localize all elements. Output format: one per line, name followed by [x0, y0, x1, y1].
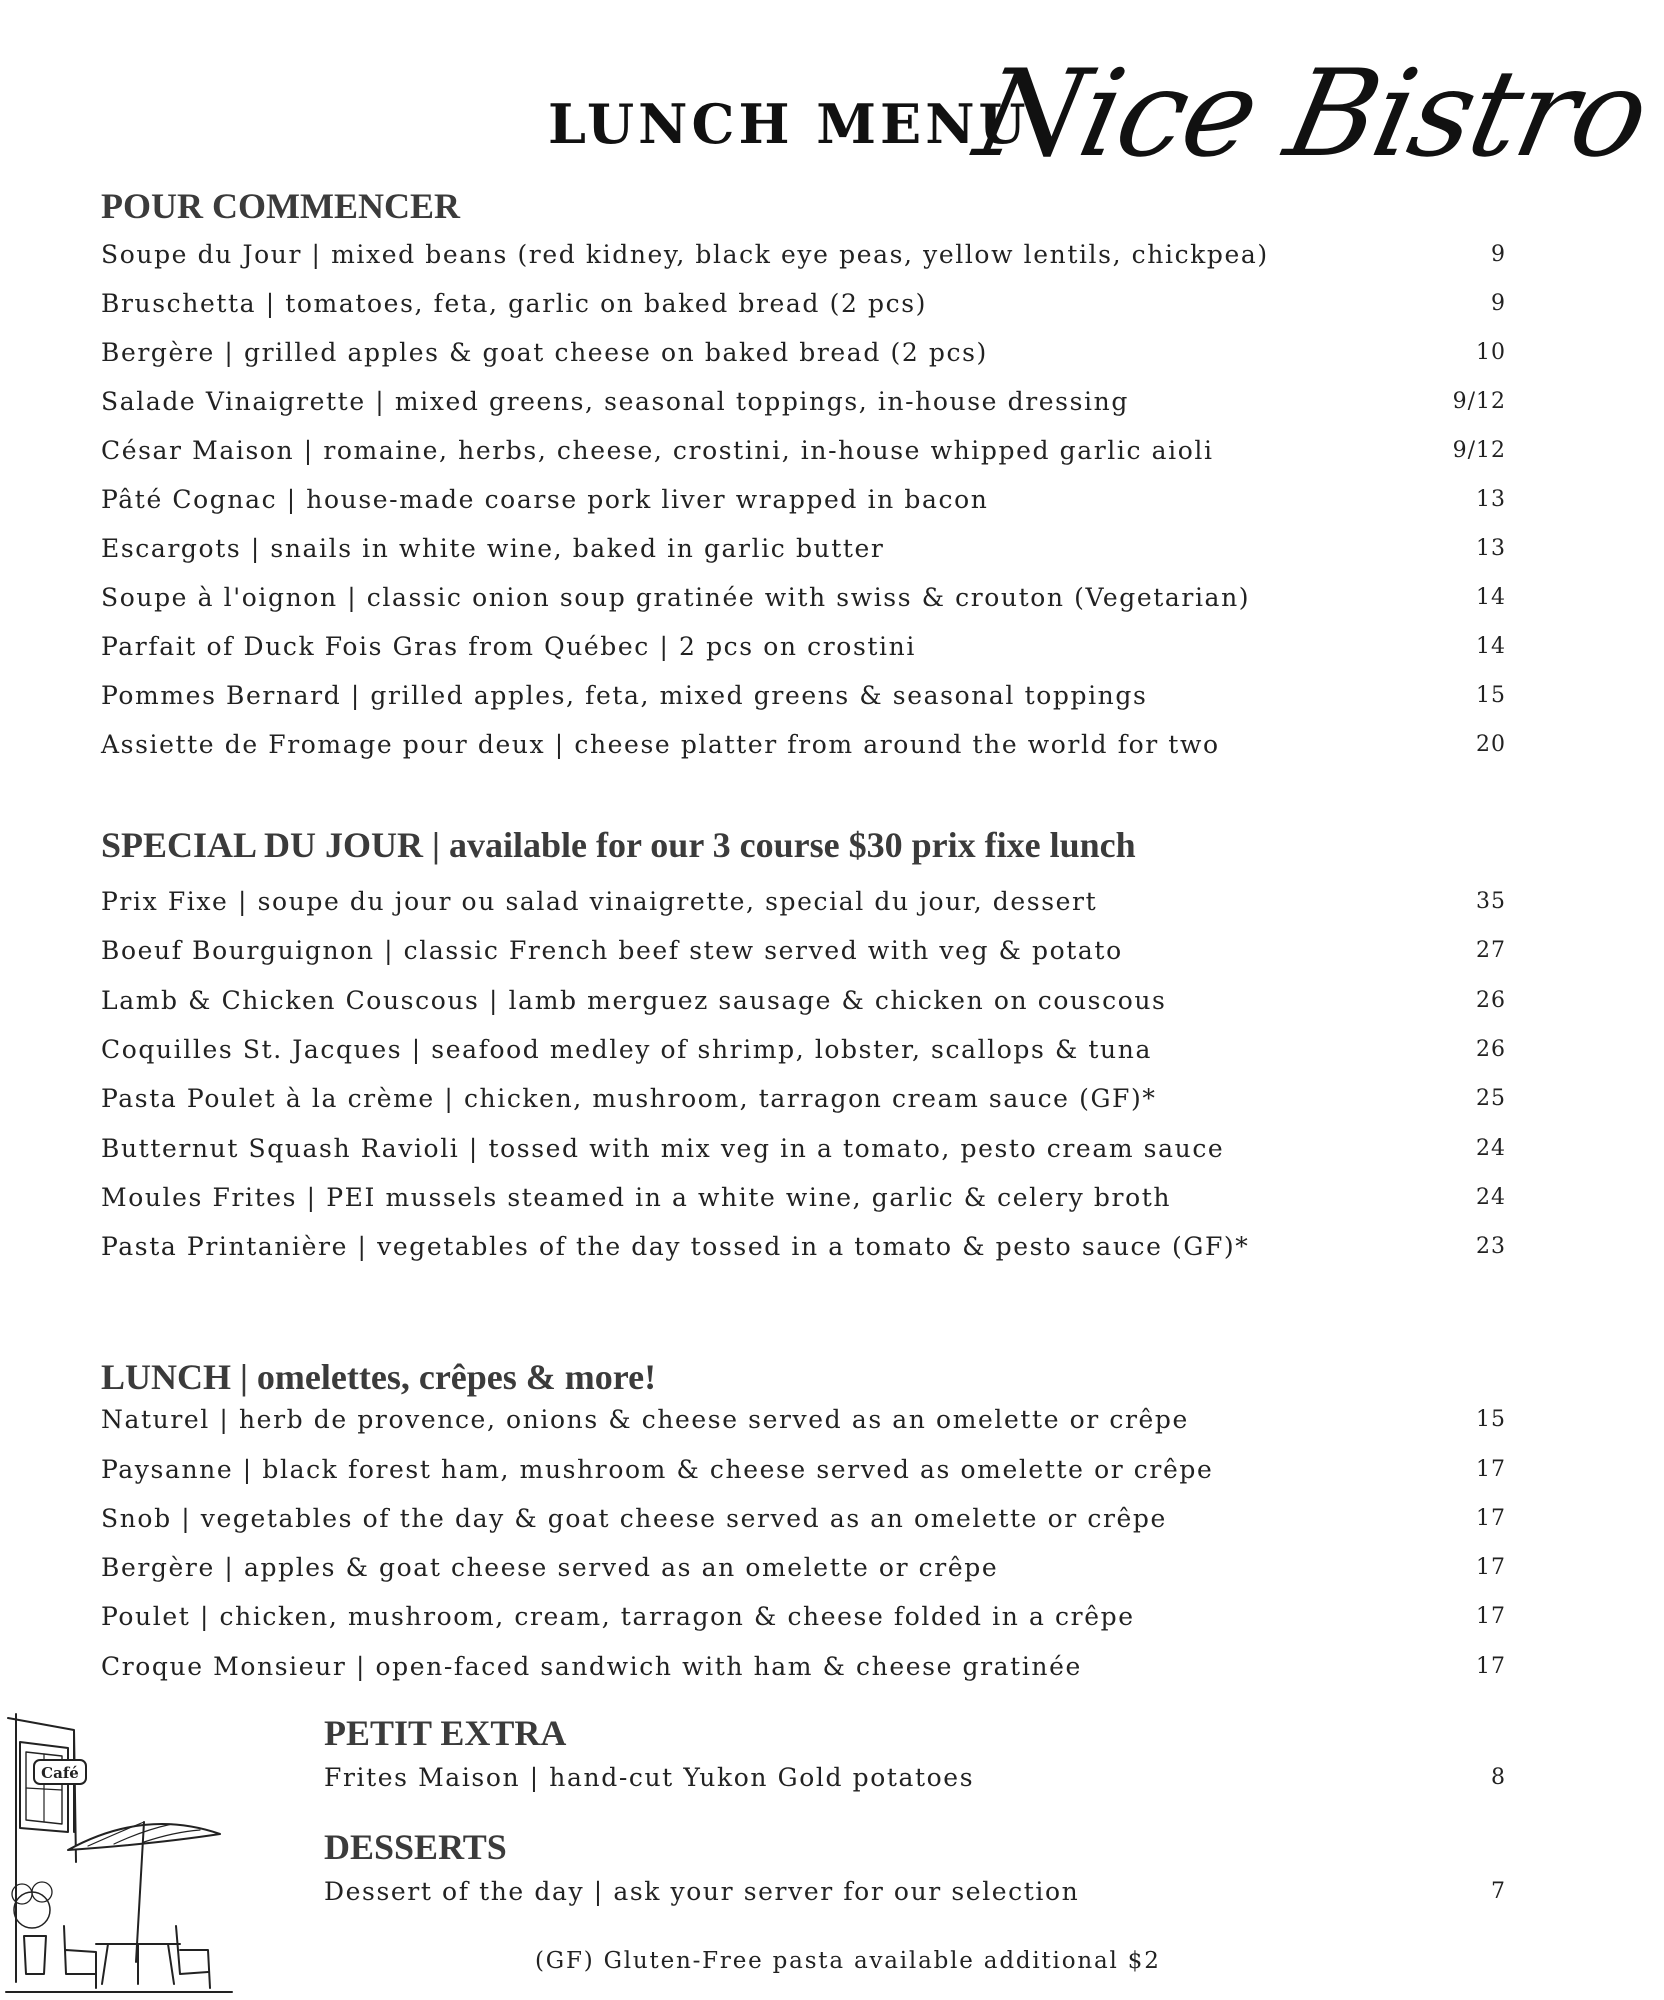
menu-item — [101, 485, 1506, 525]
item-price: 9 — [1491, 291, 1506, 316]
item-desc: Parfait of Duck Fois Gras from Québec | 2 pcs on crostini — [101, 632, 916, 661]
section-heading-lunch: LUNCH | omelettes, crêpes & more! — [101, 1357, 657, 1397]
menu-item — [101, 338, 1506, 378]
item-desc: Pâté Cognac | house-made coarse pork liver wrapped in bacon — [101, 485, 989, 514]
cafe-terrace-illustration-icon — [4, 1712, 234, 1996]
menu-item — [101, 632, 1506, 672]
item-desc: Frites Maison | hand-cut Yukon Gold potatoes — [324, 1763, 975, 1792]
item-price: 7 — [1491, 1879, 1506, 1904]
menu-item — [101, 1084, 1506, 1124]
menu-item — [324, 1763, 1506, 1803]
item-desc: Coquilles St. Jacques | seafood medley of shrimp, lobster, scallops & tuna — [101, 1035, 1152, 1064]
item-desc: Soupe à l'oignon | classic onion soup gratinée with swiss & crouton (Vegetarian) — [101, 583, 1251, 612]
item-price: 35 — [1476, 889, 1506, 914]
menu-item — [101, 986, 1506, 1026]
menu-item — [101, 730, 1506, 770]
item-desc: Boeuf Bourguignon | classic French beef stew served with veg & potato — [101, 936, 1123, 965]
brand-script: Nice Bistro — [965, 45, 1659, 184]
item-price: 17 — [1476, 1555, 1506, 1580]
item-price: 26 — [1476, 1037, 1506, 1062]
menu-item — [101, 936, 1506, 976]
item-price: 17 — [1476, 1604, 1506, 1629]
footnote-gluten-free: (GF) Gluten-Free pasta available additional $2 — [535, 1948, 1161, 1974]
section-heading-desserts: DESSERTS — [324, 1827, 507, 1867]
item-desc: Pasta Poulet à la crème | chicken, mushroom, tarragon cream sauce (GF)* — [101, 1084, 1157, 1113]
item-desc: Paysanne | black forest ham, mushroom & cheese served as omelette or crêpe — [101, 1455, 1214, 1484]
item-desc: Pommes Bernard | grilled apples, feta, mixed greens & seasonal toppings — [101, 681, 1148, 710]
item-price: 15 — [1476, 683, 1506, 708]
menu-item — [101, 1504, 1506, 1544]
cafe-sign-text: Café — [41, 1764, 79, 1782]
menu-title: LUNCH MENU — [548, 92, 1030, 156]
item-desc: Bruschetta | tomatoes, feta, garlic on baked bread (2 pcs) — [101, 289, 927, 318]
section-heading-commencer: POUR COMMENCER — [101, 186, 460, 226]
menu-item — [101, 887, 1506, 927]
item-price: 10 — [1476, 340, 1506, 365]
item-desc: Moules Frites | PEI mussels steamed in a white wine, garlic & celery broth — [101, 1183, 1172, 1212]
item-desc: César Maison | romaine, herbs, cheese, crostini, in-house whipped garlic aioli — [101, 436, 1214, 465]
item-desc: Bergère | grilled apples & goat cheese on baked bread (2 pcs) — [101, 338, 988, 367]
item-desc: Assiette de Fromage pour deux | cheese platter from around the world for two — [101, 730, 1220, 759]
menu-item — [101, 534, 1506, 574]
menu-item — [101, 1232, 1506, 1272]
item-price: 24 — [1476, 1136, 1506, 1161]
item-desc: Prix Fixe | soupe du jour ou salad vinaigrette, special du jour, dessert — [101, 887, 1098, 916]
menu-item — [101, 1134, 1506, 1174]
item-desc: Bergère | apples & goat cheese served as an omelette or crêpe — [101, 1553, 999, 1582]
menu-item — [101, 583, 1506, 623]
item-price: 8 — [1491, 1765, 1506, 1790]
item-desc: Escargots | snails in white wine, baked in garlic butter — [101, 534, 885, 563]
item-price: 13 — [1476, 536, 1506, 561]
menu-item — [101, 1652, 1506, 1692]
item-desc: Croque Monsieur | open-faced sandwich with ham & cheese gratinée — [101, 1652, 1082, 1681]
brand-logo — [965, 20, 1659, 210]
menu-item — [101, 387, 1506, 427]
item-price: 17 — [1476, 1654, 1506, 1679]
item-desc: Salade Vinaigrette | mixed greens, seasonal toppings, in-house dressing — [101, 387, 1129, 416]
item-price: 20 — [1476, 732, 1506, 757]
menu-item — [101, 240, 1506, 280]
item-price: 9/12 — [1452, 389, 1506, 414]
section-heading-special: SPECIAL DU JOUR | available for our 3 course $30 prix fixe lunch — [101, 825, 1136, 865]
menu-item — [324, 1877, 1506, 1917]
item-price: 9 — [1491, 242, 1506, 267]
item-price: 24 — [1476, 1185, 1506, 1210]
item-price: 9/12 — [1452, 438, 1506, 463]
menu-item — [101, 1035, 1506, 1075]
menu-item — [101, 1183, 1506, 1223]
menu-item — [101, 1602, 1506, 1642]
menu-item — [101, 1455, 1506, 1495]
item-price: 25 — [1476, 1086, 1506, 1111]
item-price: 23 — [1476, 1234, 1506, 1259]
item-desc: Pasta Printanière | vegetables of the day tossed in a tomato & pesto sauce (GF)* — [101, 1232, 1250, 1261]
menu-item — [101, 289, 1506, 329]
item-price: 17 — [1476, 1506, 1506, 1531]
section-heading-extra: PETIT EXTRA — [324, 1713, 567, 1753]
item-desc: Butternut Squash Ravioli | tossed with mix veg in a tomato, pesto cream sauce — [101, 1134, 1225, 1163]
item-price: 14 — [1476, 634, 1506, 659]
item-price: 13 — [1476, 487, 1506, 512]
menu-item — [101, 1553, 1506, 1593]
item-desc: Snob | vegetables of the day & goat cheese served as an omelette or crêpe — [101, 1504, 1167, 1533]
item-desc: Naturel | herb de provence, onions & cheese served as an omelette or crêpe — [101, 1405, 1189, 1434]
item-price: 26 — [1476, 988, 1506, 1013]
item-price: 15 — [1476, 1407, 1506, 1432]
item-desc: Poulet | chicken, mushroom, cream, tarragon & cheese folded in a crêpe — [101, 1602, 1135, 1631]
item-desc: Lamb & Chicken Couscous | lamb merguez sausage & chicken on couscous — [101, 986, 1167, 1015]
item-price: 17 — [1476, 1457, 1506, 1482]
item-desc: Dessert of the day | ask your server for our selection — [324, 1877, 1080, 1906]
menu-item — [101, 681, 1506, 721]
item-price: 27 — [1476, 938, 1506, 963]
item-desc: Soupe du Jour | mixed beans (red kidney, black eye peas, yellow lentils, chickpea) — [101, 240, 1269, 269]
menu-item — [101, 436, 1506, 476]
menu-item — [101, 1405, 1506, 1445]
item-price: 14 — [1476, 585, 1506, 610]
